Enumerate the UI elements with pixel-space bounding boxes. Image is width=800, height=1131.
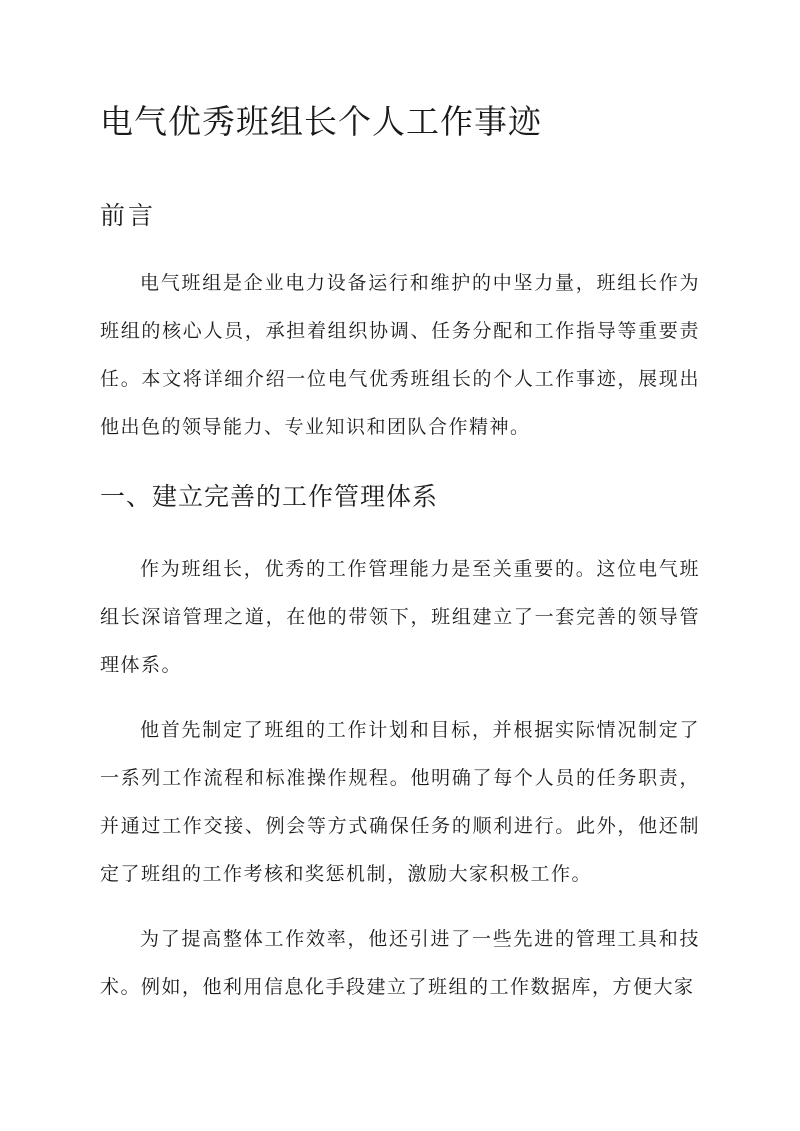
preface-paragraph: 电气班组是企业电力设备运行和维护的中坚力量，班组长作为班组的核心人员，承担着组织协调、任务分配和工作指导等重要责任。本文将详细介绍一位电气优秀班组长的个人工作事迹，展现出他出色的领导能力、专业知识和团队合作精神。 <box>100 272 700 438</box>
document-title: 电气优秀班组长个人工作事迹 <box>100 102 542 141</box>
section-1-paragraph-1: 作为班组长，优秀的工作管理能力是至关重要的。这位电气班组长深谙管理之道，在他的带领下，班组建立了一套完善的领导管理体系。 <box>100 558 700 676</box>
section-1-heading: 一、建立完善的工作管理体系 <box>100 482 439 511</box>
section-1-paragraph-3: 为了提高整体工作效率，他还引进了一些先进的管理工具和技术。例如，他利用信息化手段建立了班组的工作数据库，方便大家 <box>100 928 700 998</box>
section-1-paragraph-2: 他首先制定了班组的工作计划和目标，并根据实际情况制定了一系列工作流程和标准操作规程。他明确了每个人员的任务职责，并通过工作交接、例会等方式确保任务的顺利进行。此外，他还制定了班组的工作考核和奖惩机制，激励大家积极工作。 <box>100 719 700 885</box>
preface-heading: 前言 <box>100 201 157 230</box>
